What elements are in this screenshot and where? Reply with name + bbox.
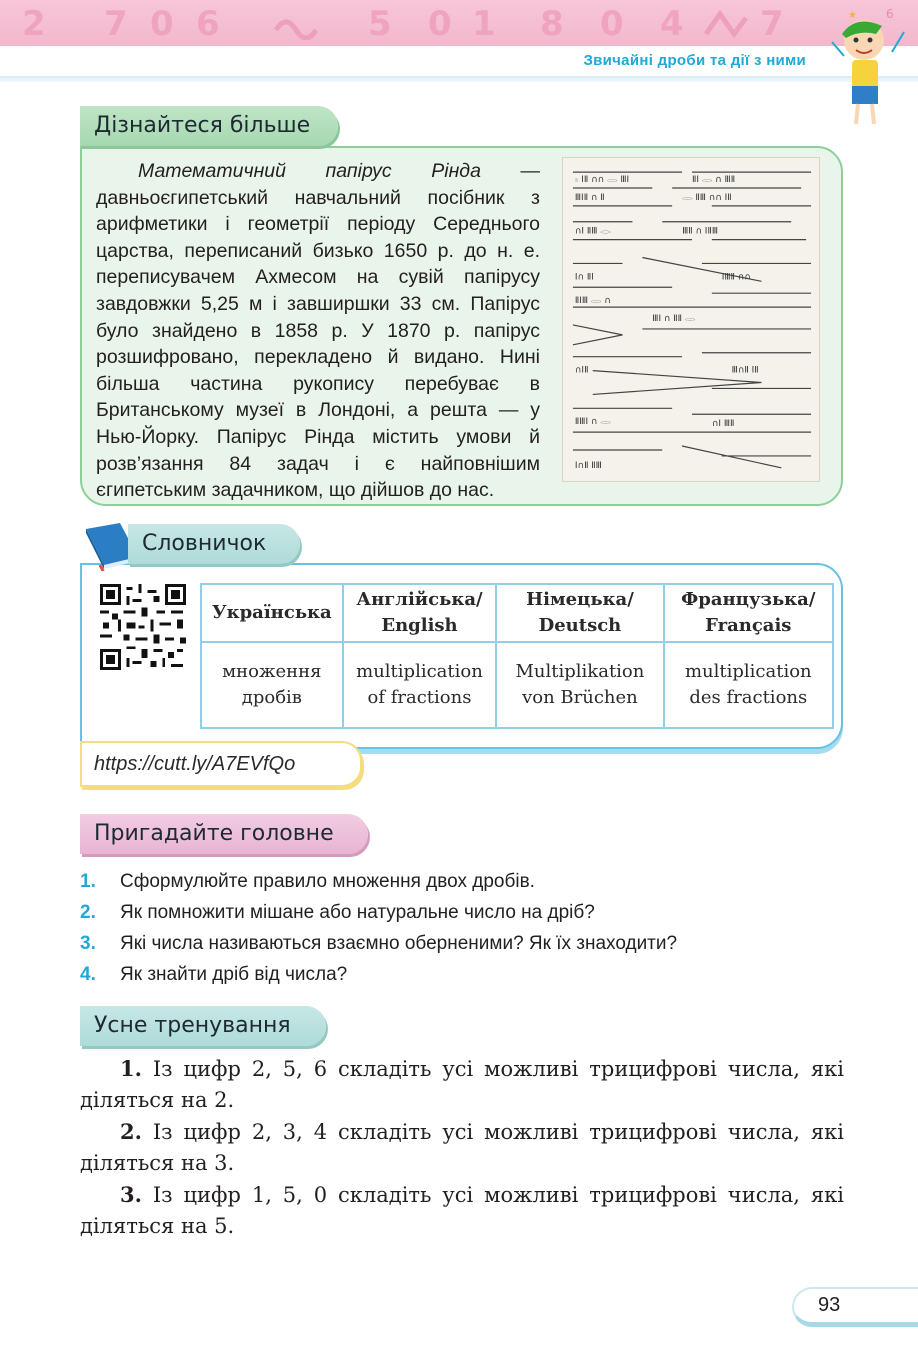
section-tab-learn-more: Дізнайтеся більше	[80, 106, 338, 146]
task-text: Із цифр 2, 5, 6 складіть усі можливі трицифрові числа, які діляться на 2.	[80, 1057, 844, 1112]
svg-text:ⅢⅠⅡ ∩ Ⅱ: ⅢⅠⅡ ∩ Ⅱ	[574, 192, 605, 203]
column-header-french: Французька/ Français	[664, 584, 833, 642]
decor-squiggle-icon	[700, 8, 750, 42]
term-french: multiplication des fractions	[664, 642, 833, 728]
decor-digit: 4	[660, 4, 684, 44]
svg-text:∩Ⅰ ⅢⅡ: ∩Ⅰ ⅢⅡ	[711, 419, 735, 430]
section-tab-recall: Пригадайте головне	[80, 814, 368, 854]
svg-text:∩ⅠⅡ: ∩ⅠⅡ	[574, 365, 589, 376]
svg-text:𓏺𓏻 ⅠⅡ ∩∩ 𓂋 ⅢⅠ: 𓏺𓏻 ⅠⅡ ∩∩ 𓂋 ⅢⅠ	[574, 175, 630, 186]
svg-text:ⅡⅠⅢ 𓂋 ∩: ⅡⅠⅢ 𓂋 ∩	[574, 296, 611, 307]
column-header-german: Німецька/ Deutsch	[496, 584, 663, 642]
term-german: Multiplikation von Brüchen	[496, 642, 663, 728]
svg-text:6: 6	[886, 7, 894, 21]
svg-text:∩Ⅰ ⅡⅢ 𓂋: ∩Ⅰ ⅡⅢ 𓂋	[574, 226, 611, 237]
decor-digit: 2	[22, 4, 46, 44]
rhind-papyrus-image	[562, 157, 820, 482]
learn-more-body: — давньоєгипетський навчальний посібник з арифметики і геометрії періоду Середнього царства, переписаний бизько 1650 р. до н. е. переписувачем Ахмесом на сувій папірусу завдовжки 5,25 м і завширшки 33 см. Папірус було знайдено в 1858 р. У 1870 р. папірус розшифровано, перекладено й видано. Нині більша частина рукопису перебуває в Британському музеї в Лондоні, а решта — у Нью-Йорку. Папірус Рінда містить умови й розв’язання 84 задач і є найповнішим єгипетським задачником, що дійшов до нас.	[96, 160, 541, 502]
svg-text:ⅠⅢⅡ ∩∩: ⅠⅢⅡ ∩∩	[721, 272, 751, 283]
learn-more-text	[96, 158, 540, 504]
task-item	[80, 1053, 844, 1116]
svg-text:ⅢⅡ ∩ ⅠⅡⅢ: ⅢⅡ ∩ ⅠⅡⅢ	[682, 226, 718, 237]
task-item	[80, 1116, 844, 1179]
svg-text:ⅡⅠ 𓂋 ∩ ⅢⅡ: ⅡⅠ 𓂋 ∩ ⅢⅡ	[691, 175, 736, 186]
oral-tasks	[80, 1053, 844, 1242]
question-number: 2.	[80, 902, 96, 923]
decor-digit: 5	[368, 4, 392, 44]
task-number: 1.	[120, 1056, 142, 1081]
recall-questions-list	[80, 866, 840, 990]
decor-digit: 7	[760, 4, 784, 44]
svg-text:ⅢⅠ ∩ ⅡⅡ 𓂋: ⅢⅠ ∩ ⅡⅡ 𓂋	[652, 313, 696, 324]
decor-digit: 1	[472, 4, 496, 44]
decor-digit: 0	[428, 4, 452, 44]
dictionary-table	[200, 583, 834, 729]
task-item	[80, 1179, 844, 1242]
svg-text:𓂋 ⅡⅢ ∩∩ ⅠⅡ: 𓂋 ⅡⅢ ∩∩ ⅠⅡ	[682, 192, 732, 203]
decor-digit: 7	[104, 4, 128, 44]
section-tab-oral-training: Усне тренування	[80, 1006, 326, 1046]
papyrus-name: Математичний папірус Рінда	[138, 160, 481, 182]
question-text: Як помножити мішане або натуральне число на дріб?	[120, 902, 595, 923]
dictionary-header-row	[201, 584, 833, 642]
decor-digit: 6	[196, 4, 220, 44]
decor-digit: 0	[150, 4, 174, 44]
question-number: 1.	[80, 871, 96, 892]
list-item	[80, 959, 840, 990]
chapter-title: Звичайні дроби та дії з ними	[583, 52, 806, 69]
question-number: 4.	[80, 964, 96, 985]
task-text: Із цифр 2, 3, 4 складіть усі можливі трицифрові числа, які діляться на 3.	[80, 1120, 844, 1175]
task-number: 2.	[120, 1119, 142, 1144]
section-tab-dictionary: Словничок	[128, 524, 300, 564]
decor-squiggle-icon	[272, 10, 332, 40]
question-text: Як знайти дріб від числа?	[120, 964, 348, 985]
task-number: 3.	[120, 1182, 142, 1207]
list-item	[80, 928, 840, 959]
list-item	[80, 897, 840, 928]
svg-text:ⅡⅢⅠ ∩ 𓂋: ⅡⅢⅠ ∩ 𓂋	[574, 417, 611, 428]
column-header-english: Англійська/ English	[343, 584, 497, 642]
header-rule	[0, 76, 918, 82]
question-number: 3.	[80, 933, 96, 954]
task-text: Із цифр 1, 5, 0 складіть усі можливі трицифрові числа, які діляться на 5.	[80, 1183, 844, 1238]
dictionary-row	[201, 642, 833, 728]
qr-code[interactable]	[100, 584, 186, 670]
svg-text:Ⅰ∩ ⅡⅠ: Ⅰ∩ ⅡⅠ	[574, 272, 594, 283]
decor-digit: 8	[540, 4, 564, 44]
header-decor-band	[0, 0, 918, 46]
mascot-boy-icon	[826, 4, 912, 128]
page-number-tab	[792, 1287, 918, 1327]
decor-digit: 0	[600, 4, 624, 44]
question-text: Сформулюйте правило множення двох дробів.	[120, 871, 535, 892]
qr-link-box[interactable]	[80, 741, 362, 787]
column-header-ukrainian: Українська	[201, 584, 343, 642]
svg-text:★: ★	[848, 10, 857, 21]
page-number: 93	[818, 1294, 841, 1316]
term-ukrainian: множення дробів	[201, 642, 343, 728]
list-item	[80, 866, 840, 897]
qr-link[interactable]: https://cutt.ly/A7EVfQo	[94, 753, 296, 775]
svg-text:Ⅰ∩Ⅱ ⅡⅢ: Ⅰ∩Ⅱ ⅡⅢ	[574, 460, 602, 471]
svg-text:Ⅲ∩Ⅱ ⅠⅡ: Ⅲ∩Ⅱ ⅠⅡ	[731, 365, 759, 376]
term-english: multiplication of fractions	[343, 642, 497, 728]
question-text: Які числа називаються взаємно оберненими? Як їх знаходити?	[120, 933, 678, 954]
